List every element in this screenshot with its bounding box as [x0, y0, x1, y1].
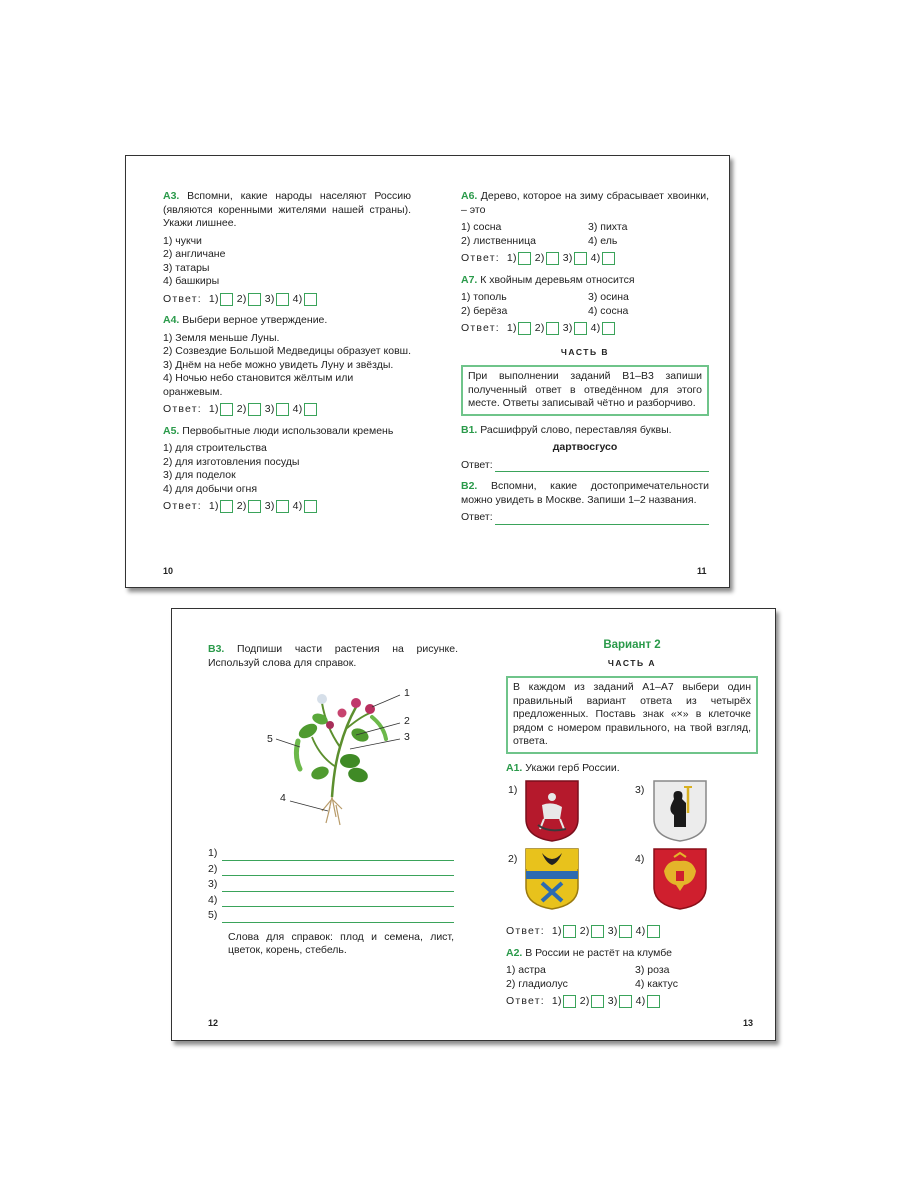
answer-line[interactable]: [222, 879, 454, 892]
question-text: Вспомни, какие достопримечательности можно увидеть в Москве. Запиши 1–2 названия.: [461, 480, 709, 506]
choice-number: 3): [607, 995, 618, 1007]
variant-title: Вариант 2: [603, 639, 661, 651]
emblem-label: 1): [508, 784, 518, 796]
option: 4) Ночью небо становится жёлтым или оранжевым.: [163, 372, 354, 398]
option: 3) пихта: [588, 221, 628, 233]
answer-checkbox[interactable]: [220, 403, 233, 416]
emblem-label: 3): [635, 784, 645, 796]
answer-line[interactable]: [222, 910, 454, 923]
scrambled-word: дартвосгусо: [552, 441, 618, 453]
choice-number: 4): [292, 292, 303, 305]
page-number: 13: [743, 1018, 754, 1028]
question-number: В2.: [461, 480, 478, 492]
choice-number: 2): [579, 925, 590, 937]
answer-checkbox[interactable]: [248, 293, 261, 306]
choice-number: 1): [506, 252, 517, 264]
choice-number: 2): [236, 403, 247, 415]
answer-checkbox[interactable]: [248, 500, 261, 513]
choice-number: 2): [579, 995, 590, 1007]
answer-checkbox[interactable]: [563, 925, 576, 938]
option: 1) тополь: [461, 291, 507, 303]
question-text: Выбери верное утверждение.: [182, 314, 328, 326]
choice-number: 2): [534, 322, 545, 334]
choice-number: 4): [292, 500, 303, 512]
answer-line[interactable]: [495, 461, 709, 472]
question-text: Расшифруй слово, переставляя буквы.: [480, 423, 672, 436]
page-number: 12: [208, 1018, 219, 1028]
page-10: [163, 190, 411, 522]
answer-checkbox[interactable]: [619, 995, 632, 1008]
option: 4) сосна: [588, 304, 629, 317]
answer-checkbox[interactable]: [574, 322, 587, 335]
book-spread-bottom: [171, 608, 776, 1041]
question-text: Укажи герб России.: [525, 761, 620, 774]
question-a7: [461, 274, 709, 336]
question-text: Дерево, которое на зиму сбрасывает хвоинки, – это: [461, 190, 709, 216]
answer-line[interactable]: [222, 848, 454, 861]
answer-checkbox[interactable]: [602, 322, 615, 335]
answer-checkbox[interactable]: [563, 995, 576, 1008]
answer-label: Ответ:: [506, 995, 545, 1007]
question-number: В1.: [461, 423, 478, 436]
option: 2) для изготовления посуды: [163, 455, 300, 468]
answer-row: [506, 925, 758, 939]
answer-checkbox[interactable]: [276, 500, 289, 513]
answer-checkbox[interactable]: [647, 925, 660, 938]
page-13: [506, 639, 758, 779]
callout-number: 1: [404, 687, 410, 699]
section-heading: ЧАСТЬ В: [560, 346, 610, 357]
answer-checkbox[interactable]: [304, 403, 317, 416]
option: 4) ель: [588, 234, 618, 247]
question-number: А7.: [461, 273, 478, 286]
choice-number: 3): [264, 500, 275, 512]
answer-checkbox[interactable]: [276, 293, 289, 306]
answer-checkbox[interactable]: [546, 252, 559, 265]
label-line-row: [208, 909, 454, 923]
choice-number: 1): [506, 322, 517, 334]
option: 2) англичане: [163, 248, 226, 260]
answer-label: Ответ:: [461, 511, 493, 523]
answer-checkbox[interactable]: [518, 322, 531, 335]
question-a3: [163, 190, 411, 306]
emblem-label: 4): [635, 853, 645, 865]
answer-checkbox[interactable]: [591, 925, 604, 938]
answer-label: Ответ:: [163, 500, 202, 512]
question-text: В России не растёт на клумбе: [525, 946, 672, 959]
instruction-box: В каждом из заданий А1–А7 выбери один правильный вариант ответа из четырёх предложенных. Поставь знак «×» в клеточке рядом с номером правильного, на твой взгляд, ответа.: [506, 676, 758, 754]
choice-number: 1): [551, 925, 562, 937]
callout-number: 4: [280, 792, 286, 804]
choice-number: 2): [236, 500, 247, 512]
option: 2) гладиолус: [506, 977, 568, 990]
answer-label: Ответ:: [461, 252, 500, 264]
answer-line[interactable]: [495, 514, 709, 525]
label-line-row: [208, 878, 454, 892]
option: 2) берёза: [461, 304, 508, 317]
line-number: 3): [208, 878, 218, 890]
answer-row: [163, 500, 411, 514]
yaroslavl-coat-of-arms-icon: [652, 779, 708, 843]
page-12: [208, 643, 458, 674]
line-number: 4): [208, 893, 218, 906]
option: 4) для добычи огня: [163, 482, 258, 495]
pea-plant-illustration: [260, 677, 410, 837]
answer-checkbox[interactable]: [304, 500, 317, 513]
choice-number: 4): [292, 403, 303, 415]
question-number: А6.: [461, 190, 478, 202]
instruction-box: При выполнении заданий В1–В3 запиши полученный ответ в отведённом для этого месте. Ответы записывай чётно и разборчиво.: [461, 365, 709, 416]
section-heading: ЧАСТЬ А: [607, 657, 657, 668]
answer-row: [506, 995, 758, 1009]
answer-checkbox[interactable]: [619, 925, 632, 938]
label-line-row: [208, 847, 454, 861]
choice-number: 1): [551, 995, 562, 1007]
choice-number: 3): [264, 292, 275, 305]
answer-checkbox[interactable]: [304, 293, 317, 306]
page-number: 11: [697, 566, 707, 576]
choice-number: 1): [208, 403, 219, 415]
page-11: [461, 190, 709, 533]
answer-label: Ответ:: [163, 403, 202, 415]
answer-row: [163, 403, 411, 417]
question-b2: [461, 480, 709, 525]
choice-number: 4): [635, 925, 646, 937]
option: 1) чукчи: [163, 234, 202, 247]
question-number: А3.: [163, 190, 180, 202]
question-number: А4.: [163, 314, 180, 326]
line-number: 5): [208, 909, 218, 921]
moscow-coat-of-arms-icon: [524, 779, 580, 843]
question-number: В3.: [208, 643, 225, 655]
choice-number: 4): [590, 252, 601, 264]
label-line-row: [208, 894, 454, 908]
option: 3) роза: [635, 964, 670, 976]
answer-checkbox[interactable]: [220, 500, 233, 513]
choice-number: 1): [208, 500, 219, 512]
choice-number: 2): [534, 252, 545, 264]
answer-row: [461, 322, 709, 336]
answer-checkbox[interactable]: [647, 995, 660, 1008]
answer-label: Ответ:: [461, 458, 493, 471]
choice-number: 4): [590, 322, 601, 334]
question-a4: [163, 314, 411, 417]
answer-line-row: [461, 459, 709, 473]
orenburg-coat-of-arms-icon: [524, 847, 580, 911]
answer-checkbox[interactable]: [518, 252, 531, 265]
option: 1) для строительства: [163, 442, 267, 454]
line-number: 1): [208, 847, 218, 859]
page-number: 10: [163, 566, 174, 576]
choice-number: 3): [562, 322, 573, 334]
answer-checkbox[interactable]: [546, 322, 559, 335]
option: 1) астра: [506, 964, 546, 976]
option: 4) кактус: [635, 977, 678, 990]
option: 3) Днём на небе можно увидеть Луну и звёзды.: [163, 358, 394, 371]
choice-number: 4): [635, 995, 646, 1007]
book-spread-top: [125, 155, 730, 588]
option: 1) Земля меньше Луны.: [163, 331, 280, 344]
answer-line-row: [461, 511, 709, 525]
answer-line[interactable]: [222, 863, 454, 876]
choice-number: 1): [208, 292, 219, 305]
question-number: А1.: [506, 761, 523, 774]
answer-checkbox[interactable]: [276, 403, 289, 416]
choice-number: 2): [236, 292, 247, 305]
option: 1) сосна: [461, 221, 502, 233]
label-line-row: [208, 863, 454, 877]
answer-checkbox[interactable]: [248, 403, 261, 416]
question-a6: [461, 190, 709, 266]
emblem-label: 2): [508, 853, 518, 865]
option: 2) Созвездие Большой Медведицы образует ковш.: [163, 345, 411, 357]
question-text: К хвойным деревьям относится: [480, 273, 635, 286]
option: 2) лиственница: [461, 234, 536, 247]
choice-number: 3): [607, 925, 618, 937]
line-number: 2): [208, 862, 218, 875]
question-number: А2.: [506, 946, 523, 959]
answer-checkbox[interactable]: [574, 252, 587, 265]
choice-number: 3): [264, 403, 275, 415]
option: 3) осина: [588, 291, 629, 303]
question-text: Первобытные люди использовали кремень: [182, 424, 394, 437]
answer-label: Ответ:: [163, 292, 202, 305]
question-b1: [461, 424, 709, 473]
question-text: Вспомни, какие народы населяют Россию (являются коренными жителями нашей страны). Укажи лишнее.: [163, 190, 411, 229]
question-a2: [506, 947, 758, 1009]
answer-row: [461, 252, 709, 266]
hint-text: Слова для справок: плод и семена, лист, цветок, корень, стебель.: [228, 930, 454, 956]
option: 3) татары: [163, 261, 210, 274]
question-a5: [163, 425, 411, 514]
answer-checkbox[interactable]: [591, 995, 604, 1008]
answer-checkbox[interactable]: [220, 293, 233, 306]
answer-label: Ответ:: [506, 925, 545, 937]
russia-coat-of-arms-icon: [652, 847, 708, 911]
answer-checkbox[interactable]: [602, 252, 615, 265]
answer-label: Ответ:: [461, 322, 500, 334]
option: 4) башкиры: [163, 275, 220, 287]
label-lines: [208, 847, 454, 962]
question-text: Подпиши части растения на рисунке. Используй слова для справок.: [208, 643, 459, 669]
callout-number: 2: [404, 715, 410, 727]
answer-line[interactable]: [222, 894, 454, 907]
callout-number: 3: [404, 731, 410, 743]
callout-number: 5: [267, 733, 273, 745]
page-13-lower: [506, 925, 758, 1017]
choice-number: 3): [562, 252, 573, 264]
option: 3) для поделок: [163, 469, 236, 481]
answer-row: [163, 293, 411, 307]
question-number: А5.: [163, 424, 180, 437]
